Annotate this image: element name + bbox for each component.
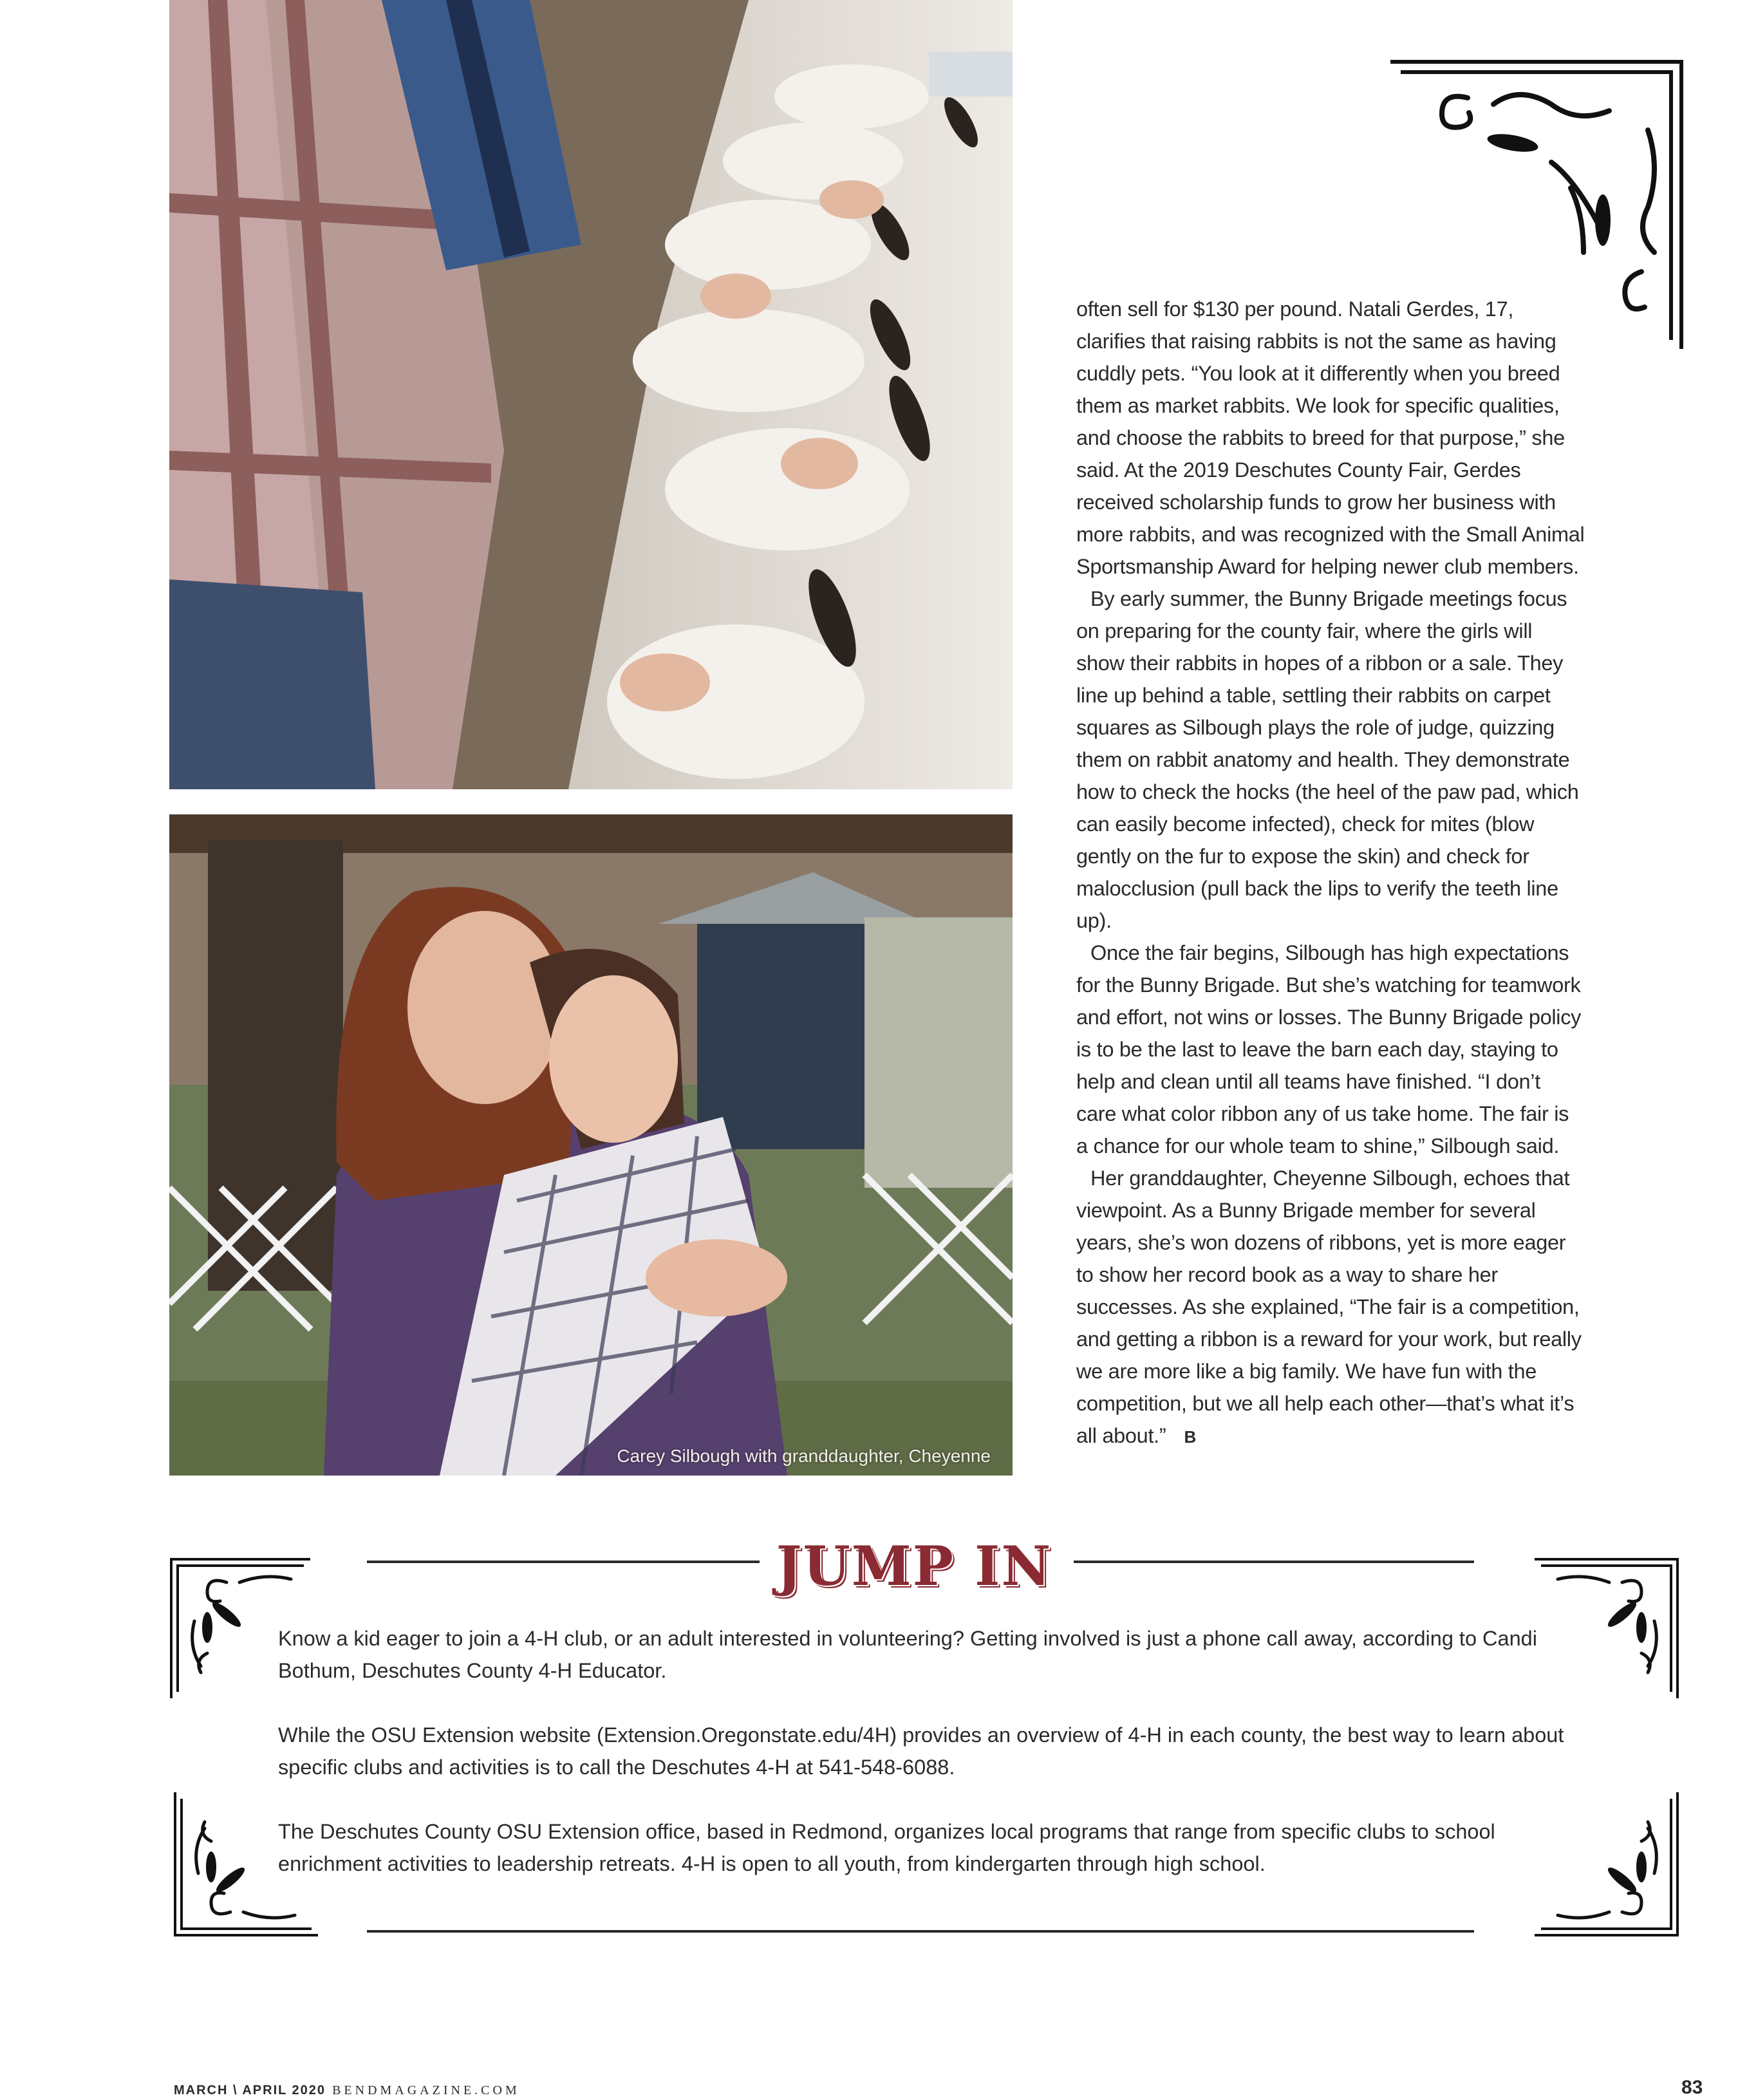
article-paragraph: Once the fair begins, Silbough has high expectations for the Bunny Brigade. But she’s watching for teamwork and effort, not wins or losses. The Bunny Brigade policy is to be the last to leave the barn each day, staying to help and clean until all teams have finished. “I don’t care what color ribbon any of us take home. The fair is a chance for our whole team to shine,” Silbough said. bbox=[1076, 941, 1582, 1158]
article-paragraph: By early summer, the Bunny Brigade meetings focus on preparing for the county fair, where the girls will show their rabbits in hopes of a ribbon or a sale. They line up behind a table, settling their rabbits on carpet squares as Silbough plays the role of judge, quizzing them on rabbit anatomy and health. They demonstrate how to check the hocks (the heel of the paw pad, which can easily become infected), check for mites (blow gently on the fur to expose the skin) and check for malocclusion (pull back the lips to verify the teeth line up). bbox=[1076, 587, 1579, 932]
jump-in-paragraph: While the OSU Extension website (Extension.Oregonstate.edu/4H) provides an overview of 4-H in each county, the best way to learn about specific clubs and activities is to call the Deschutes 4-H at 541-548-6088. bbox=[278, 1723, 1564, 1779]
jump-in-bottom-rule bbox=[367, 1930, 1474, 1933]
article-paragraph: often sell for $130 per pound. Natali Gerdes, 17, clarifies that raising rabbits is not the same as having cuddly pets. “You look at it differently when you breed them as market rabbits. We look for specific qualities, and choose the rabbits to breed for that purpose,” she said. At the 2019 Deschutes County Fair, Gerdes received scholarship funds to grow her business with more rabbits, and was recognized with the Small Animal Sportsmanship Award for helping newer club members. bbox=[1076, 297, 1585, 578]
jump-in-paragraph: The Deschutes County OSU Extension office, based in Redmond, organizes local programs that range from specific clubs to school enrichment activities to leadership retreats. 4-H is open to all youth, from kindergarten through high school. bbox=[278, 1820, 1495, 1875]
rabbits-photo bbox=[169, 0, 1013, 789]
hug-photo bbox=[169, 814, 1013, 1476]
article-paragraph-text: Her granddaughter, Cheyenne Silbough, echoes that viewpoint. As a Bunny Brigade member for several years, she’s won dozens of ribbons, yet is more eager to show her record book as a way to share her successes. As she explained, “The fair is a competition, and getting a ribbon is a reward for your work, but really we are more like a big family. We have fun with the competition, but we all help each other—that’s what it’s all about.” bbox=[1076, 1167, 1582, 1447]
article-column bbox=[1076, 293, 1585, 1453]
jump-in-body bbox=[278, 1622, 1565, 1912]
jump-in-top-rule-left bbox=[367, 1561, 760, 1563]
jump-in-title: JUMP IN bbox=[776, 1534, 1052, 1598]
jump-in-paragraph: Know a kid eager to join a 4-H club, or an adult interested in volunteering? Getting involved is just a phone call away, according to Candi Bothum, Deschutes County 4-H Educator. bbox=[278, 1627, 1537, 1682]
footer-issue: MARCH \ APRIL 2020 bbox=[174, 2083, 326, 2097]
footer-issue-line bbox=[174, 2083, 520, 2098]
end-mark-logo: B bbox=[1184, 1427, 1195, 1447]
article-paragraph bbox=[1076, 1162, 1585, 1453]
page-number: 83 bbox=[1681, 2077, 1703, 2098]
photo-caption: Carey Silbough with granddaughter, Cheyenne bbox=[617, 1446, 991, 1466]
jump-in-top-rule-right bbox=[1074, 1561, 1474, 1563]
footer-site: BENDMAGAZINE.COM bbox=[332, 2083, 520, 2097]
